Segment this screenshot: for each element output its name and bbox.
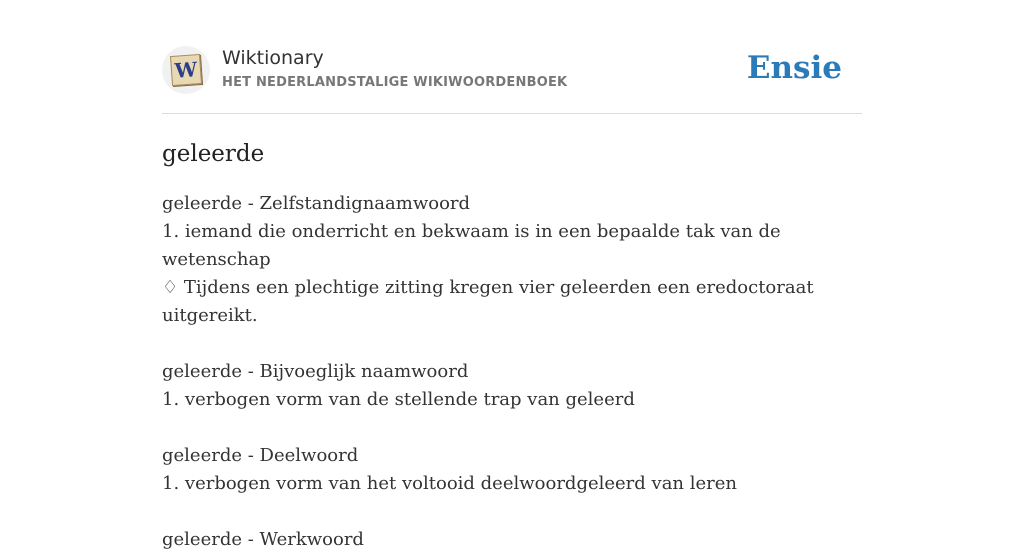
entry-heading: geleerde - Bijvoeglijk naamwoord	[162, 361, 469, 382]
entry-bijvoeglijk-naamwoord	[162, 358, 852, 414]
logo-tile	[170, 54, 202, 86]
ensie-brand-logo[interactable]: Ensie	[746, 50, 842, 86]
site-header	[162, 46, 862, 114]
entry-deelwoord	[162, 442, 852, 498]
definition-line: 1. verbogen vorm van de stellende trap van geleerd	[162, 389, 635, 410]
site-subtitle: HET NEDERLANDSTALIGE WIKIWOORDENBOEK	[222, 75, 568, 90]
definition-line: 1. verbogen vorm van het voltooid deelwoordgeleerd van leren	[162, 473, 738, 494]
example-line: ♢ Tijdens een plechtige zitting kregen vier geleerden een eredoctoraat uitgereikt.	[162, 277, 814, 326]
page	[162, 0, 862, 554]
entry-werkwoord	[162, 526, 852, 554]
logo-letter: W	[173, 57, 199, 83]
site-title[interactable]: Wiktionary	[222, 47, 324, 69]
entry-heading: geleerde - Deelwoord	[162, 445, 359, 466]
entry-heading: geleerde - Zelfstandignaamwoord	[162, 193, 471, 214]
wiktionary-logo-icon[interactable]	[162, 46, 210, 94]
page-title: geleerde	[162, 141, 265, 167]
definition-content	[162, 190, 852, 554]
definition-line: 1. iemand die onderricht en bekwaam is in een bepaalde tak van de wetenschap	[162, 221, 781, 270]
entry-heading: geleerde - Werkwoord	[162, 529, 364, 550]
entry-zelfstandignaamwoord	[162, 190, 852, 330]
